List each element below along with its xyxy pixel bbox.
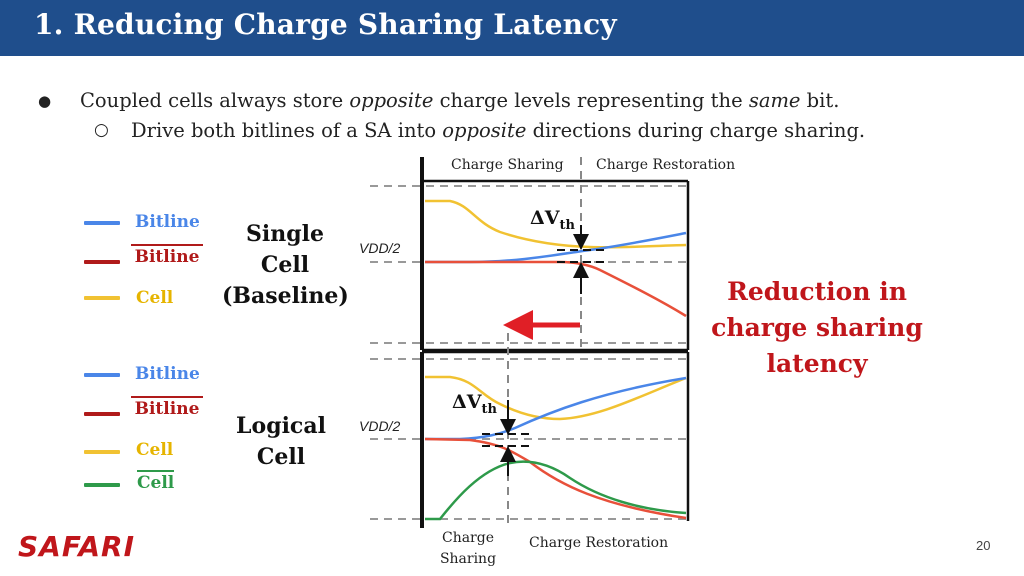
delta-v-bottom-sub: th (481, 402, 497, 417)
safari-logo: SAFARI (18, 530, 136, 563)
bottom-label-charge-restoration: Charge Restoration (529, 535, 669, 551)
callout-line-3: latency (766, 349, 868, 378)
bottom-panel (370, 333, 692, 528)
bullet-marker-2: ○ (94, 120, 109, 140)
row-label-single-2: Cell (260, 252, 310, 278)
bullet-1-text-c: charge levels representing the (433, 89, 749, 112)
delta-v-top-sub: th (559, 218, 575, 233)
legend-bitline-bar-label: Bitline (131, 244, 203, 267)
bullet-2-text-b: opposite (442, 119, 527, 142)
bullet-1-text-a: Coupled cells always store (80, 89, 350, 112)
vdd-label-top: VDD/2 (359, 240, 401, 256)
legend-cell-label: Cell (136, 288, 174, 308)
callout-line-2: charge sharing (711, 313, 923, 342)
legend2-cell-bar-label: Cell (137, 470, 174, 493)
top-bitline-bar-wave (425, 262, 686, 316)
bullet-2-text-a: Drive both bitlines of a SA into (131, 119, 443, 142)
bullet-2-text-c: directions during charge sharing. (526, 119, 866, 142)
latency-callout (706, 274, 928, 382)
bullet-marker-1: ● (38, 92, 52, 110)
callout-line-1: Reduction in (727, 277, 907, 306)
page-number: 20 (976, 538, 991, 553)
top-panel (370, 157, 692, 350)
delta-v-bottom (452, 391, 497, 417)
slide-title: 1. Reducing Charge Sharing Latency (34, 8, 617, 41)
bullet-1-text-b: opposite (349, 89, 434, 112)
row-label-single-1: Single (246, 221, 324, 247)
row-label-logical-2: Cell (256, 444, 306, 470)
bottom-label-charge-1: Charge (441, 530, 495, 546)
legend2-bitline-bar-label: Bitline (131, 396, 203, 419)
delta-v-top (530, 207, 575, 233)
delta-v-top-main: ΔV (530, 207, 560, 229)
legend2-bitline-label: Bitline (135, 364, 200, 384)
legend-bitline-label: Bitline (135, 212, 200, 232)
row-label-logical-1: Logical (236, 413, 326, 439)
row-label-single-3: (Baseline) (222, 283, 349, 309)
delta-v-bottom-main: ΔV (452, 391, 482, 413)
bullet-1-text-d: same (748, 89, 801, 112)
bottom-label-sharing-2: Sharing (439, 551, 497, 567)
bottom-bitline-bar-wave (425, 439, 686, 518)
top-label-charge-sharing: Charge Sharing (451, 157, 564, 173)
vdd-label-bottom: VDD/2 (359, 418, 401, 434)
bullet-1-text-e: bit. (800, 89, 840, 112)
legend2-cell-label: Cell (136, 440, 174, 460)
top-label-charge-restoration: Charge Restoration (596, 157, 736, 173)
